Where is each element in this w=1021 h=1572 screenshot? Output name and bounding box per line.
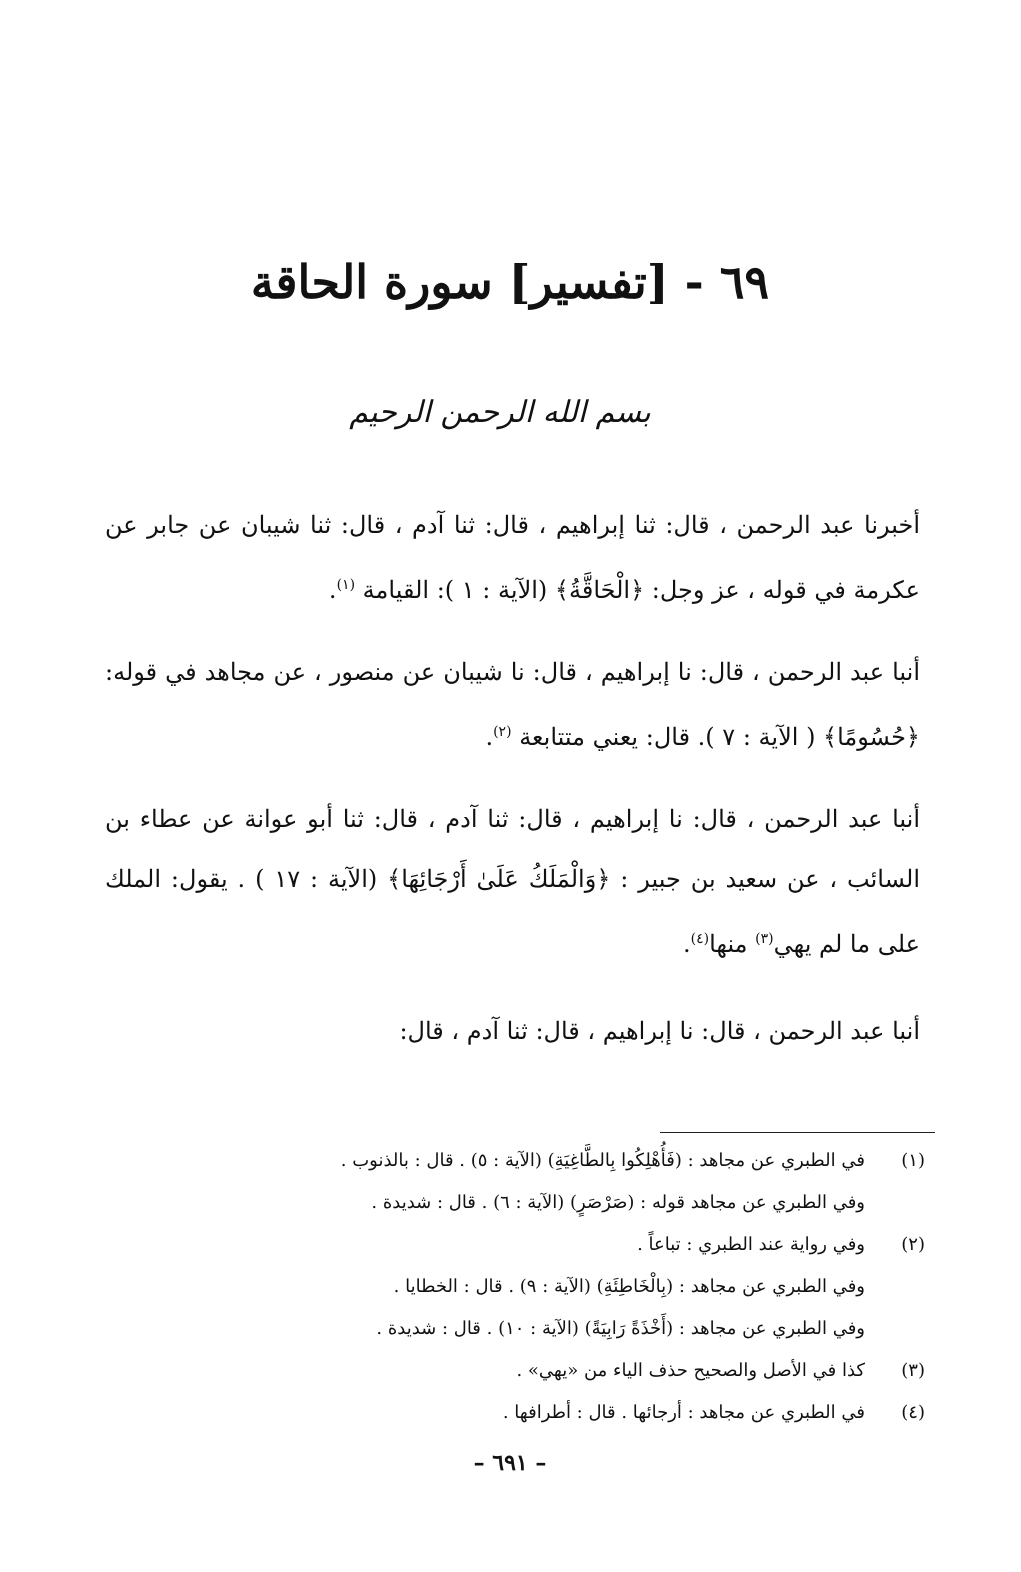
footnote-1 <box>105 1140 925 1182</box>
paragraph-1 <box>105 495 920 620</box>
footnote-divider <box>660 1132 935 1133</box>
footnote-number: (٤) <box>901 1402 925 1423</box>
paragraph-end: . <box>485 723 494 751</box>
footnote-ref: (٢) <box>493 724 512 740</box>
paragraph-1-text: أخبرنا عبد الرحمن ، قال: ثنا إبراهيم ، قال: ثنا آدم ، قال: ثنا شيبان عن جابر عن عكرمة في قوله ، عز وجل: ﴿الْحَاقَّةُ﴾ (الآية : ١ ): القيامة <box>105 511 920 604</box>
footnote-2 <box>105 1224 925 1266</box>
footnote-4 <box>105 1392 925 1434</box>
footnote-number: (١) <box>901 1150 925 1171</box>
footnote-ref: (٣) <box>755 931 774 947</box>
paragraph-end: . <box>328 576 337 604</box>
paragraph-3-text-continued: منها <box>709 930 756 958</box>
footnote-2-continuation: وفي الطبري عن مجاهد : (أَخْذَةً رَابِيَةً) (الآية : ١٠) . قال : شديدة . <box>376 1318 865 1339</box>
footnote-text: في الطبري عن مجاهد : أرجائها . قال : أطرافها . <box>502 1402 865 1423</box>
footnote-ref: (٤) <box>690 931 710 947</box>
footnote-3 <box>105 1350 925 1392</box>
paragraph-4-text: أنبا عبد الرحمن ، قال: نا إبراهيم ، قال: ثنا آدم ، قال: <box>399 1017 920 1045</box>
paragraph-4 <box>105 996 920 1061</box>
main-text <box>105 495 920 1083</box>
paragraph-3 <box>105 789 920 974</box>
footnote-number: (٢) <box>901 1234 925 1255</box>
footnote-ref: (١) <box>336 577 356 593</box>
paragraph-3-text: أنبا عبد الرحمن ، قال: نا إبراهيم ، قال: ثنا آدم ، قال: ثنا أبو عوانة عن عطاء بن السائب ، عن سعيد بن جبير : ﴿وَالْمَلَكُ عَلَىٰ أَرْجَائِهَا﴾ (الآية : ١٧ ) . يقول: الملك على ما لم يهي <box>105 805 921 958</box>
surah-title: ٦٩ - [تفسير] سورة الحاقة <box>250 255 770 309</box>
footnote-number: (٣) <box>901 1360 925 1381</box>
footnote-text: كذا في الأصل والصحيح حذف الياء من «يهي» . <box>516 1360 865 1381</box>
page-number: – ٦٩١ – <box>473 1450 547 1476</box>
footnote-2-continuation: وفي الطبري عن مجاهد : (بِالْخَاطِئَةِ) (الآية : ٩) . قال : الخطايا . <box>393 1276 865 1297</box>
paragraph-2 <box>105 642 920 767</box>
paragraph-end: . <box>682 930 691 958</box>
footnote-1-continuation: وفي الطبري عن مجاهد قوله : (صَرْصَرٍ) (الآية : ٦) . قال : شديدة . <box>371 1192 865 1213</box>
footnotes <box>105 1140 925 1434</box>
footnote-text: وفي رواية عند الطبري : تباعاً . <box>637 1234 865 1255</box>
footnote-text: في الطبري عن مجاهد : (فَأُهْلِكُوا بِالطَّاغِيَةِ) (الآية : ٥) . قال : بالذنوب . <box>340 1150 865 1171</box>
paragraph-2-text: أنبا عبد الرحمن ، قال: نا إبراهيم ، قال: نا شيبان عن منصور ، عن مجاهد في قوله: ﴿حُسُومًا﴾ ( الآية : ٧ ). قال: يعني متتابعة <box>105 658 920 751</box>
basmala: بسم الله الرحمن الرحيم <box>349 395 651 430</box>
